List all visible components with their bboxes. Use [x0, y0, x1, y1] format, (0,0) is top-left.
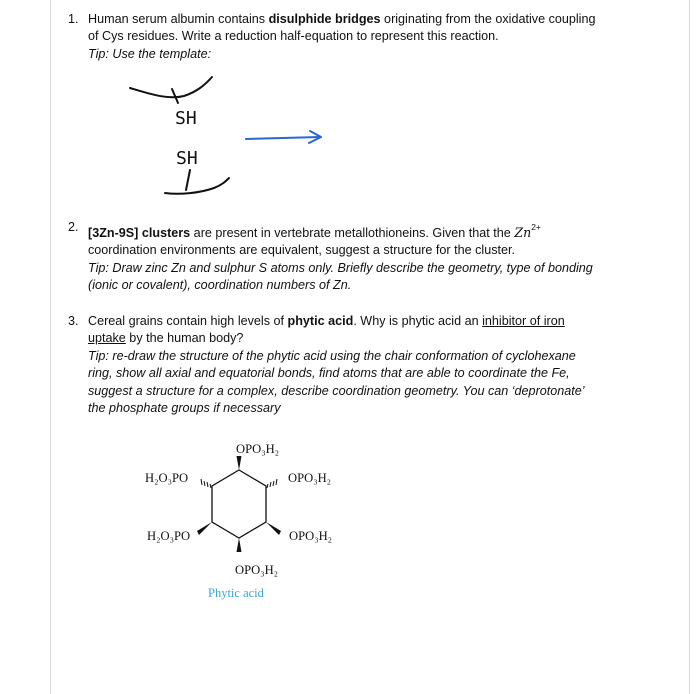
question-tip: Tip: re-draw the structure of the phytic acid using the chair conformation of cyclohexane [88, 348, 576, 363]
lower-left-wedge-bond [197, 522, 212, 535]
structure-caption: Phytic acid [208, 586, 264, 600]
question-number: 2. [68, 220, 79, 234]
question-tip: Tip: Use the template: [88, 46, 212, 61]
top-phosphate-label: OPO₃H₂ [236, 442, 280, 456]
upper-right-phosphate-label: OPO₃H₂ [288, 471, 332, 485]
zinc-ion-charge: 2+ [531, 222, 541, 232]
question-text: [3Zn-9S] clusters are present in vertebrate metallothioneins. Given that the $Zn^{2+}$ [88, 222, 541, 240]
question-number: 3. [68, 314, 79, 328]
question-text: Human serum albumin contains disulphide bridges originating from the oxidative coupling [88, 12, 596, 26]
lower-left-phosphate-label: H₂O₃PO [147, 529, 191, 543]
lower-right-wedge-bond [266, 522, 281, 535]
question-text-line2: coordination environments are equivalent, suggest a structure for the cluster. [88, 243, 516, 258]
bottom-wedge-bond [237, 538, 242, 552]
question-tip-line2: (ionic or covalent), coordination numbers of Zn. [88, 278, 352, 293]
upper-left-phosphate-label: H₂O₃PO [145, 471, 189, 485]
upper-right-hashed-bond [267, 479, 277, 488]
zinc-ion-symbol: Zn [514, 225, 532, 240]
upper-left-hashed-bond [201, 479, 211, 488]
question-number: 1. [68, 12, 79, 26]
question-text-line2: uptake by the human body? [88, 331, 244, 346]
bottom-phosphate-label: OPO₃H₂ [235, 563, 279, 577]
question-tip-line2: ring, show all axial and equatorial bonds, find atoms that are able to coordinate the Fe, [88, 366, 570, 381]
sh-bottom-label: SH [176, 148, 198, 169]
question-text-line2: of Cys residues. Write a reduction half-equation to represent this reaction. [88, 29, 499, 44]
question-text: Cereal grains contain high levels of phytic acid. Why is phytic acid an inhibitor of iron [88, 314, 565, 328]
top-wedge-bond [237, 456, 242, 470]
sh-top-label: SH [175, 108, 197, 129]
cyclohexane-ring [212, 470, 266, 538]
question-tip-line3: suggest a structure for a complex, describe coordination geometry. You can ‘deprotonate’ [88, 383, 585, 398]
lower-right-phosphate-label: OPO₃H₂ [289, 529, 333, 543]
question-tip-line4: the phosphate groups if necessary [88, 401, 281, 416]
question-tip: Tip: Draw zinc Zn and sulphur S atoms only. Briefly describe the geometry, type of bonding [88, 260, 593, 275]
